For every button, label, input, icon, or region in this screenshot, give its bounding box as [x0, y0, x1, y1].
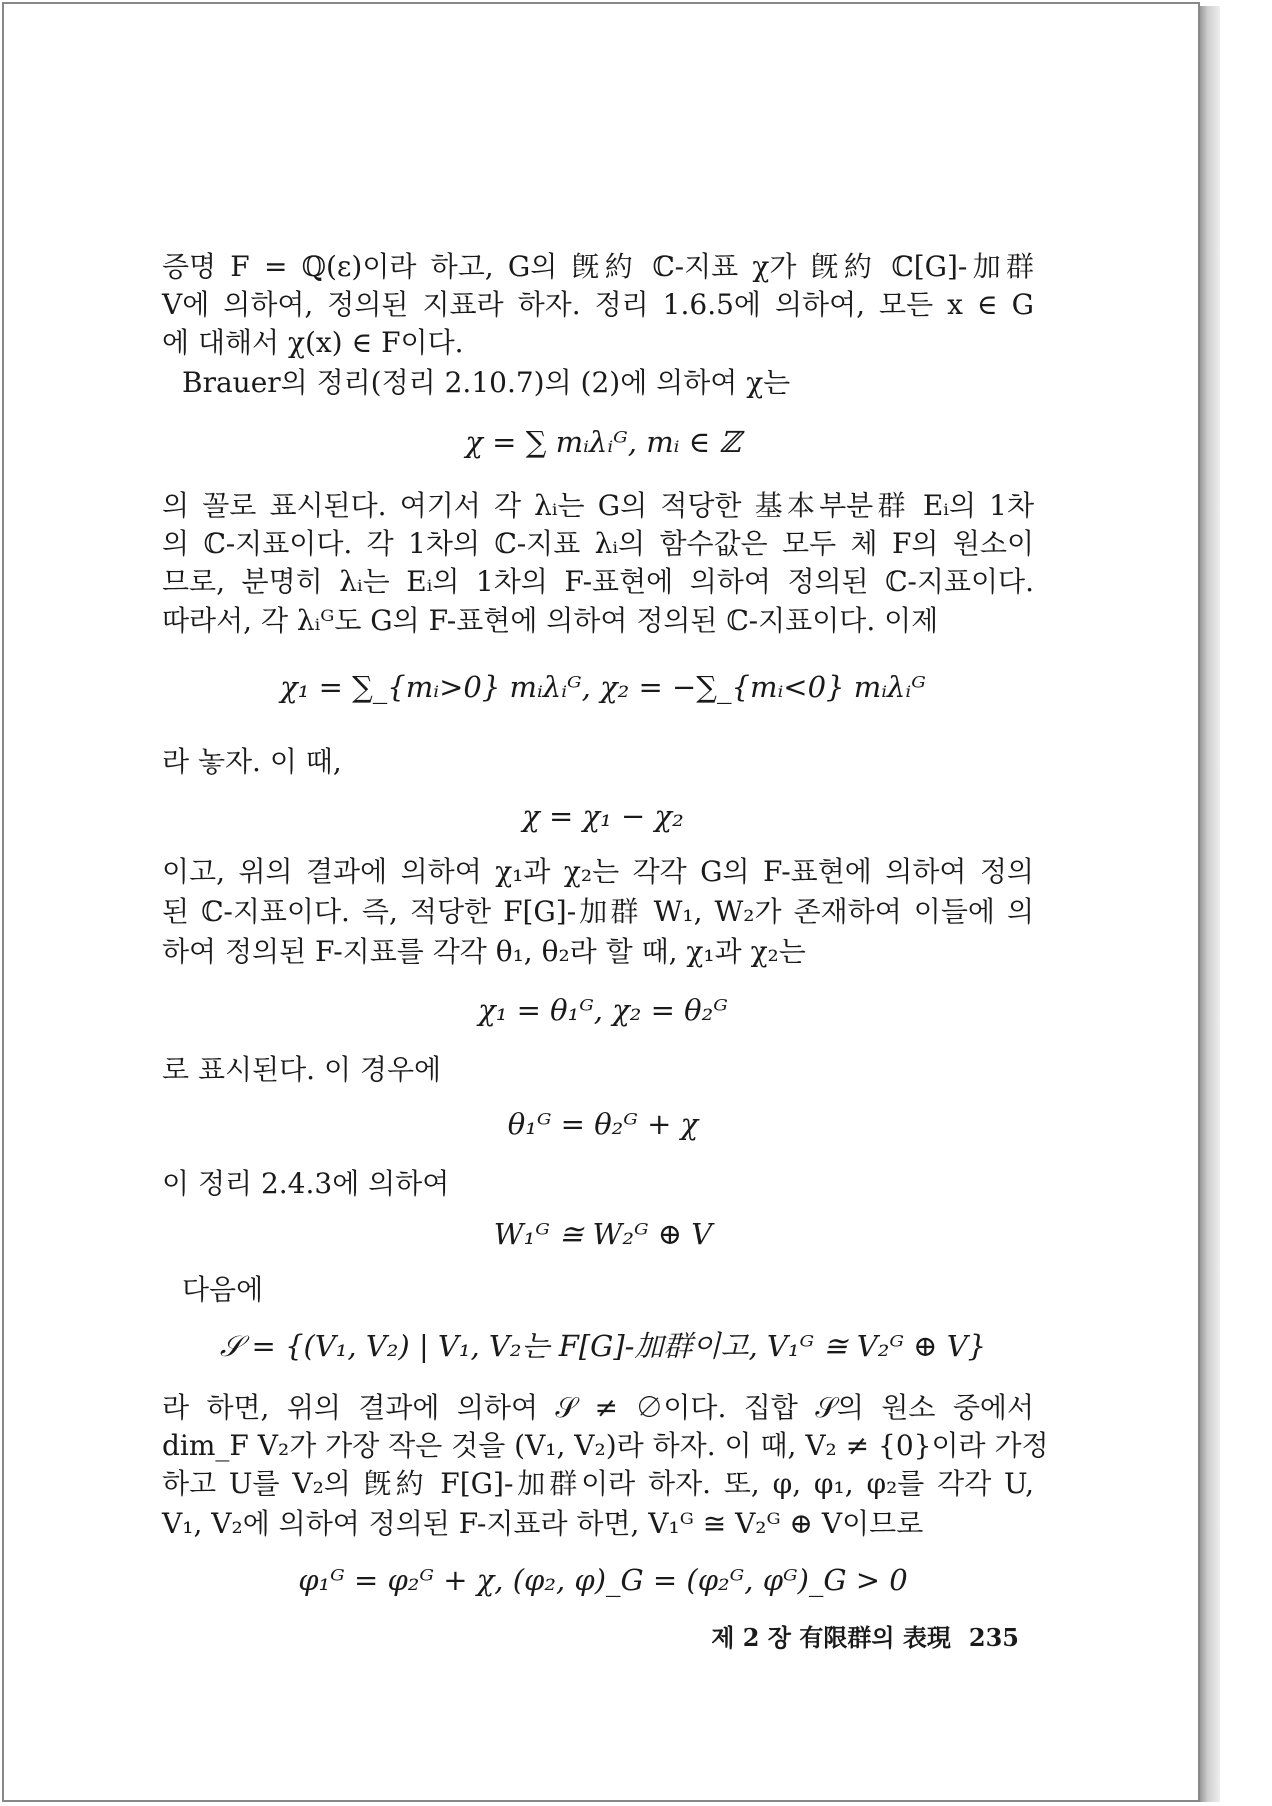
equation: χ₁ = θ₁ᴳ, χ₂ = θ₂ᴳ [478, 993, 728, 1027]
page-edge-shadow [1200, 6, 1220, 1802]
chapter-title: 제 2 장 有限群의 表現 [711, 1623, 951, 1652]
running-footer [4, 1618, 1019, 1653]
text-line: 따라서, 각 λᵢᴳ도 G의 F-표현에 의하여 정의된 ℂ-지표이다. 이제 [162, 604, 939, 637]
text-line: 의 ℂ-지표이다. 각 1차의 ℂ-지표 λᵢ의 함수값은 모두 체 F의 원소이 [162, 527, 1034, 560]
text-line: 된 ℂ-지표이다. 즉, 적당한 F[G]-加群 W₁, W₂가 존재하여 이들에 의 [162, 895, 1034, 928]
text-line: 라 놓자. 이 때, [162, 745, 342, 778]
text-line: 다음에 [182, 1273, 264, 1306]
text-line: 라 하면, 위의 결과에 의하여 𝒮 ≠ ∅이다. 집합 𝒮의 원소 중에서 [162, 1391, 1034, 1424]
text-line: 에 대해서 χ(x) ∈ F이다. [162, 326, 464, 359]
equation: θ₁ᴳ = θ₂ᴳ + χ [507, 1107, 699, 1141]
equation: χ₁ = ∑_{mᵢ>0} mᵢλᵢᴳ, χ₂ = −∑_{mᵢ<0} mᵢλᵢᴳ [280, 670, 926, 704]
text-line: V₁, V₂에 의하여 정의된 F-지표라 하면, V₁ᴳ ≅ V₂ᴳ ⊕ V이므로 [162, 1507, 924, 1540]
text-line: 므로, 분명히 λᵢ는 Eᵢ의 1차의 F-표현에 의하여 정의된 ℂ-지표이다. [162, 565, 1034, 598]
text-line: dim_F V₂가 가장 작은 것을 (V₁, V₂)라 하자. 이 때, V₂ ≠ {0}이라 가정 [162, 1429, 1049, 1462]
text-line: 이고, 위의 결과에 의하여 χ₁과 χ₂는 각각 G의 F-표현에 의하여 정의 [162, 855, 1034, 888]
equation: φ₁ᴳ = φ₂ᴳ + χ, (φ₂, φ)_G = (φ₂ᴳ, φᴳ)_G > 0 [298, 1563, 908, 1597]
page-number: 235 [968, 1623, 1019, 1652]
text-line: V에 의하여, 정의된 지표라 하자. 정리 1.6.5에 의하여, 모든 x ∈ G [162, 288, 1034, 321]
text-line: 의 꼴로 표시된다. 여기서 각 λᵢ는 G의 적당한 基本부분群 Eᵢ의 1차 [162, 489, 1034, 522]
text-line: 이 정리 2.4.3에 의하여 [162, 1167, 450, 1200]
book-page [2, 2, 1200, 1802]
text-line: 증명 F = ℚ(ε)이라 하고, G의 旣約 ℂ-지표 χ가 旣約 ℂ[G]-加群 [162, 250, 1034, 283]
text-line: 로 표시된다. 이 경우에 [162, 1053, 442, 1086]
text-line: 하여 정의된 F-지표를 각각 θ₁, θ₂라 할 때, χ₁과 χ₂는 [162, 935, 806, 968]
equation: χ = χ₁ − χ₂ [522, 799, 684, 833]
text-line: 하고 U를 V₂의 旣約 F[G]-加群이라 하자. 또, φ, φ₁, φ₂를 각각 U, [162, 1467, 1034, 1500]
text-line: Brauer의 정리(정리 2.10.7)의 (2)에 의하여 χ는 [182, 366, 791, 399]
equation: χ = ∑ mᵢλᵢᴳ, mᵢ ∈ ℤ [465, 425, 741, 459]
equation: W₁ᴳ ≅ W₂ᴳ ⊕ V [493, 1217, 713, 1251]
equation: 𝒮 = {(V₁, V₂) | V₁, V₂는 F[G]-加群이고, V₁ᴳ ≅ V₂ᴳ ⊕ V} [219, 1329, 987, 1363]
